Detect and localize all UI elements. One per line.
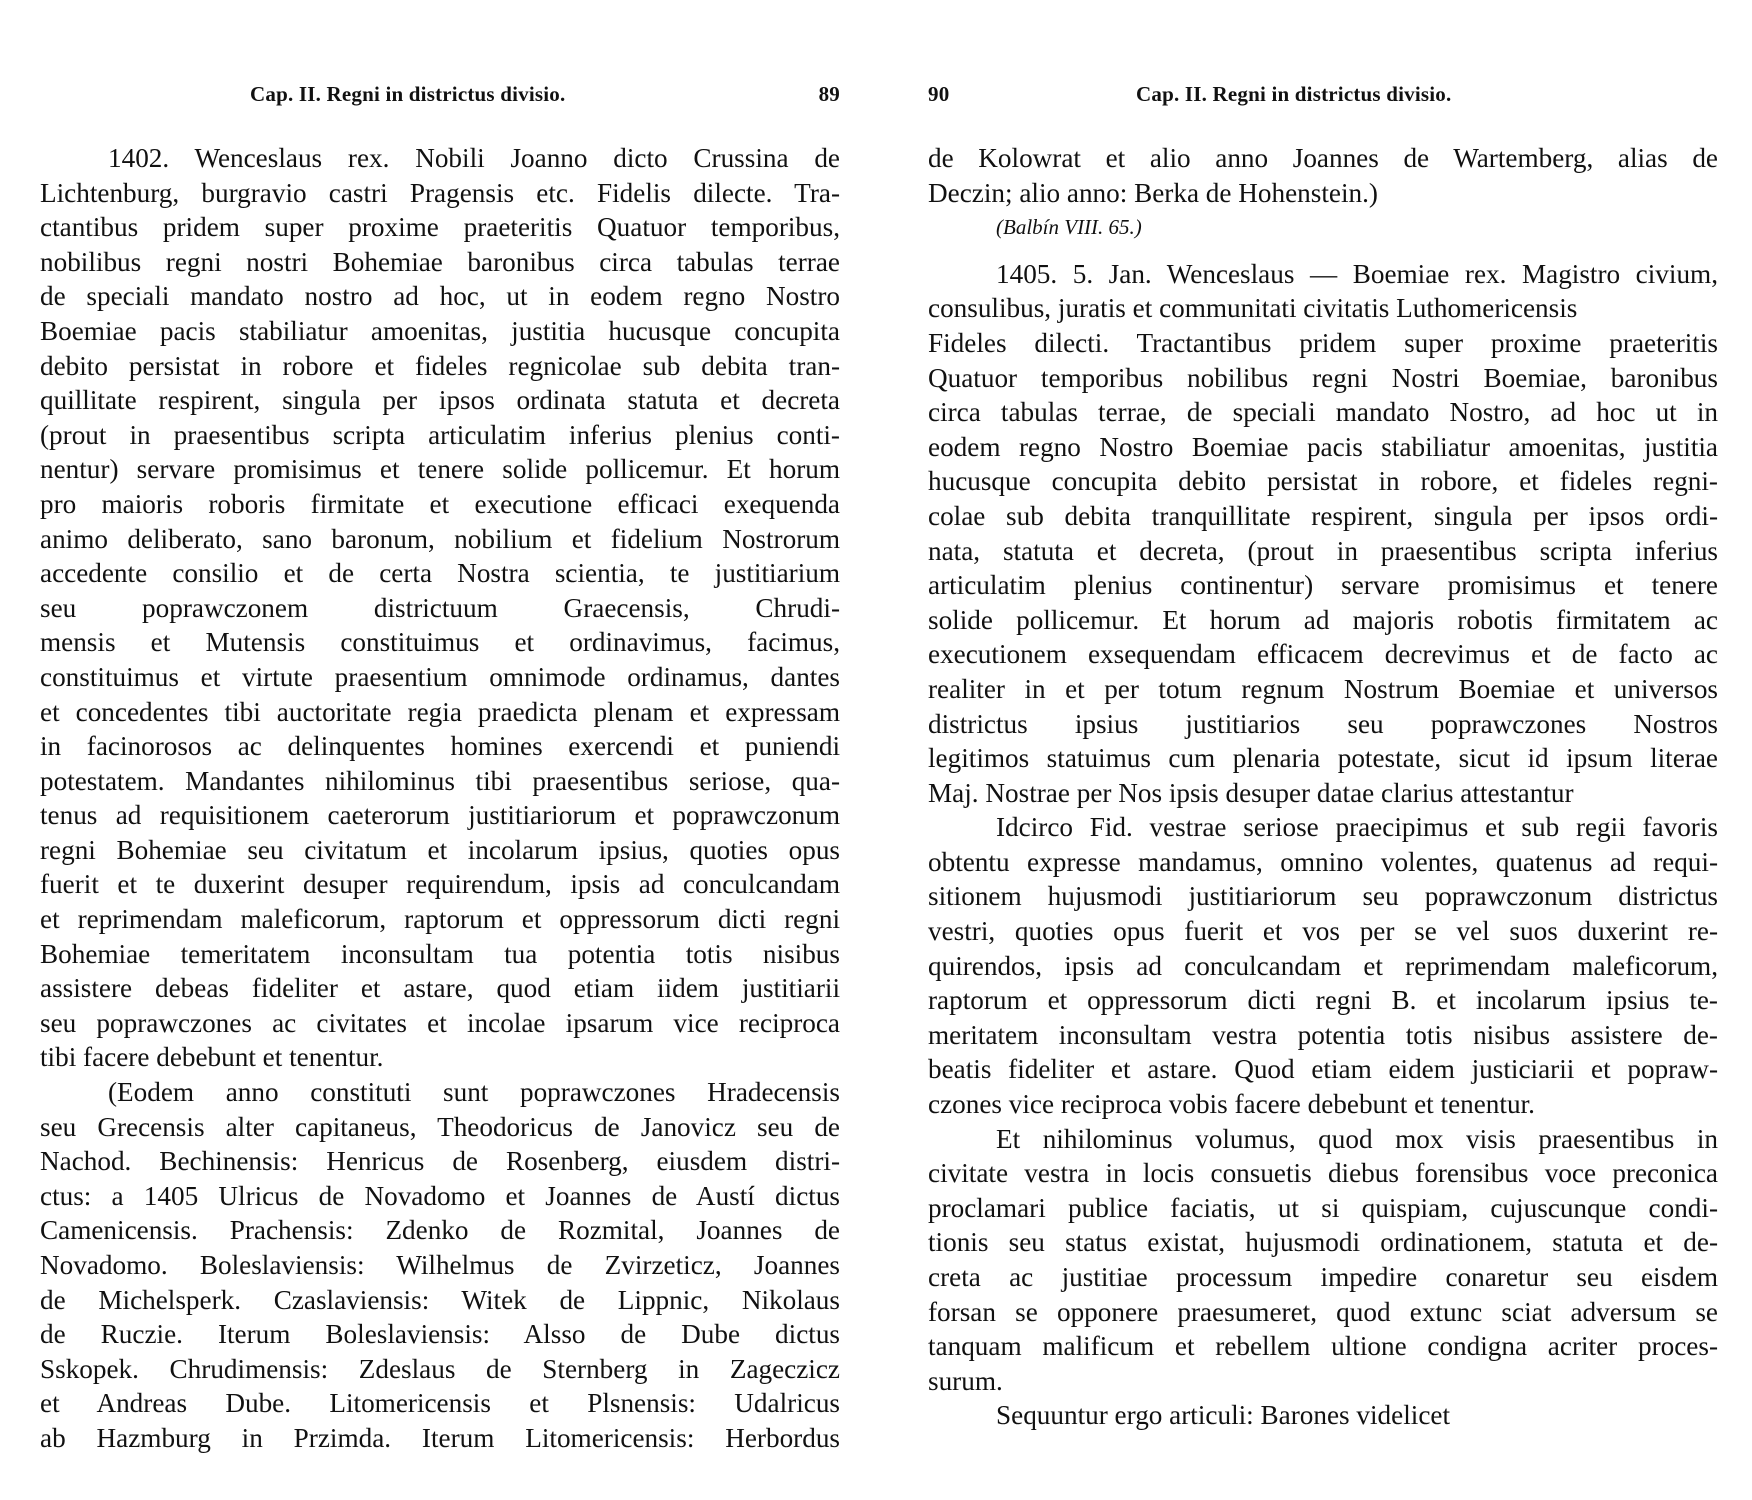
text-line: de Michelsperk. Czaslaviensis: Witek de Lippnic, Nikolaus (40, 1284, 840, 1315)
text-line: 1405. 5. Jan. Wenceslaus — Boemiae rex. Magistro civium, (996, 258, 1718, 289)
text-line: tionis seu status existat, hujusmodi ordinationem, statuta et de- (928, 1227, 1718, 1258)
text-line: vestri, quoties opus fuerit et vos per se vel suos duxerint re- (928, 916, 1718, 947)
left-page (40, 0, 840, 1500)
left-page-header (40, 82, 840, 112)
text-line: 1402. Wenceslaus rex. Nobili Joanno dicto Crussina de (108, 143, 840, 173)
text-line: Deczin; alio anno: Berka de Hohenstein.) (928, 177, 1378, 208)
text-line: Quatuor temporibus nobilibus regni Nostri Boemiae, baronibus (928, 362, 1718, 393)
paragraph-gap (928, 245, 1718, 257)
text-line: animo deliberato, sano baronum, nobilium et fidelium Nostrorum (40, 523, 840, 554)
text-line: eodem regno Nostro Boemiae pacis stabiliatur amoenitas, justitia (928, 431, 1718, 462)
text-line: solide pollicemur. Et horum ad majoris robotis firmitatem ac (928, 604, 1718, 635)
text-line: Bohemiae temeritatem inconsultam tua potentia totis nisibus (40, 938, 840, 969)
text-line: (prout in praesentibus scripta articulatim inferius plenius conti- (40, 419, 840, 450)
right-page (928, 0, 1718, 1500)
right-page-header (928, 82, 1718, 112)
text-line: consulibus, juratis et communitati civitatis Luthomericensis (928, 293, 1578, 324)
text-line: creta ac justitiae processum impedire conaretur seu eisdem (928, 1262, 1718, 1292)
text-line: realiter in et per totum regnum Nostrum Boemiae et universos (928, 673, 1718, 704)
text-line: seu poprawczones ac civitates et incolae ipsarum vice reciproca (40, 1007, 840, 1038)
text-line: (Eodem anno constituti sunt poprawczones Hradecensis (108, 1077, 840, 1108)
text-line: colae sub debita tranquillitate respirent, singula per ipsos ordi- (928, 500, 1718, 531)
text-line: quillitate respirent, singula per ipsos ordinata statuta et decreta (40, 385, 840, 416)
text-line: tenus ad requisitionem caeterorum justitiariorum et poprawczonum (40, 800, 840, 831)
text-line: nata, statuta et decreta, (prout in praesentibus scripta inferius (928, 535, 1718, 566)
text-line: hucusque concupita debito persistat in robore, et fideles regni- (928, 466, 1718, 497)
text-line: pro maioris roboris firmitate et executione efficaci exequenda (40, 488, 840, 519)
text-line: obtentu expresse mandamus, omnino volentes, quatenus ad requi- (928, 846, 1718, 877)
page-number: 90 (928, 82, 950, 106)
text-line: Novadomo. Boleslaviensis: Wilhelmus de Zvirzeticz, Joannes (40, 1250, 840, 1280)
text-line: forsan se opponere praesumeret, quod extunc sciat adversum se (928, 1296, 1718, 1327)
text-line: nobilibus regni nostri Bohemiae baronibus circa tabulas terrae (40, 246, 840, 277)
text-line: Idcirco Fid. vestrae seriose praecipimus et sub regii favoris (996, 812, 1718, 843)
text-line: raptorum et oppressorum dicti regni B. et incolarum ipsius te- (928, 985, 1718, 1016)
page-number: 89 (818, 82, 840, 106)
text-line: civitate vestra in locis consuetis diebus forensibus voce preconica (928, 1158, 1718, 1189)
text-line: articulatim plenius continentur) servare promisimus et tenere (928, 570, 1718, 601)
text-line: surum. (928, 1365, 1003, 1396)
running-title: Cap. II. Regni in districtus divisio. (1136, 82, 1452, 106)
text-line: Maj. Nostrae per Nos ipsis desuper datae clarius attestantur (928, 777, 1574, 808)
text-line: de speciali mandato nostro ad hoc, ut in eodem regno Nostro (40, 281, 840, 312)
text-line: meritatem inconsultam vestra potentia totis nisibus assistere de- (928, 1019, 1718, 1050)
text-line: de Kolowrat et alio anno Joannes de Wartemberg, alias de (928, 143, 1718, 173)
text-line: Sequuntur ergo articuli: Barones videlicet (996, 1400, 1451, 1431)
text-line: quirendos, ipsis ad conculcandam et reprimendam maleficorum, (928, 950, 1718, 981)
text-line: fuerit et te duxerint desuper requirendum, ipsis ad conculcandam (40, 869, 840, 900)
text-line: Sskopek. Chrudimensis: Zdeslaus de Sternberg in Zageczicz (40, 1353, 840, 1384)
text-line: legitimos statuimus cum plenaria potestate, sicut id ipsum literae (928, 743, 1718, 774)
text-line: proclamari publice faciatis, ut si quispiam, cujuscunque condi- (928, 1192, 1718, 1223)
text-line: nentur) servare promisimus et tenere solide pollicemur. Et horum (40, 454, 840, 485)
text-line: ab Hazmburg in Przimda. Iterum Litomericensis: Herbordus (40, 1422, 840, 1453)
text-line: circa tabulas terrae, de speciali mandato Nostro, ad hoc ut in (928, 397, 1718, 428)
text-line: Camenicensis. Prachensis: Zdenko de Rozmital, Joannes de (40, 1215, 840, 1246)
citation: (Balbín VIII. 65.) (996, 215, 1142, 240)
text-line: Et nihilominus volumus, quod mox visis praesentibus in (996, 1123, 1718, 1154)
text-line: de Ruczie. Iterum Boleslaviensis: Alsso de Dube dictus (40, 1319, 840, 1350)
text-line: et Andreas Dube. Litomericensis et Plsnensis: Udalricus (40, 1388, 840, 1419)
text-line: Nachod. Bechinensis: Henricus de Rosenberg, eiusdem distri- (40, 1146, 840, 1177)
text-line: assistere debeas fideliter et astare, quod etiam iidem justitiarii (40, 973, 840, 1004)
text-line: mensis et Mutensis constituimus et ordinavimus, facimus, (40, 627, 840, 658)
text-line: in facinorosos ac delinquentes homines exercendi et puniendi (40, 731, 840, 762)
text-line: debito persistat in robore et fideles regnicolae sub debita tran- (40, 350, 840, 381)
text-line: sitionem hujusmodi justitiariorum seu poprawczonum districtus (928, 881, 1718, 912)
text-line: ctus: a 1405 Ulricus de Novadomo et Joannes de Austí dictus (40, 1180, 840, 1211)
text-line: czones vice reciproca vobis facere debebunt et tenentur. (928, 1089, 1535, 1120)
text-line: ctantibus pridem super proxime praeteritis Quatuor temporibus, (40, 212, 840, 243)
text-line: accedente consilio et de certa Nostra scientia, te justitiarium (40, 558, 840, 589)
text-line: seu poprawczonem districtuum Graecensis, Chrudi- (40, 592, 840, 623)
running-title: Cap. II. Regni in districtus divisio. (250, 82, 566, 106)
text-line: executionem exsequendam efficacem decrevimus et de facto ac (928, 639, 1718, 670)
text-line: constituimus et virtute praesentium omnimode ordinamus, dantes (40, 661, 840, 692)
left-page-text (40, 141, 840, 1456)
text-line: beatis fideliter et astare. Quod etiam eidem justiciarii et popraw- (928, 1054, 1718, 1085)
text-line: tanquam malificum et rebellem ultione condigna acriter proces- (928, 1331, 1718, 1362)
text-line: Lichtenburg, burgravio castri Pragensis etc. Fidelis dilecte. Tra- (40, 177, 840, 208)
text-line: et concedentes tibi auctoritate regia praedicta plenam et expressam (40, 696, 840, 727)
text-line: Boemiae pacis stabiliatur amoenitas, justitia hucusque concupita (40, 315, 840, 346)
text-line: et reprimendam maleficorum, raptorum et oppressorum dicti regni (40, 904, 840, 935)
right-page-text (928, 141, 1718, 1433)
text-line: tibi facere debebunt et tenentur. (40, 1042, 384, 1073)
text-line: potestatem. Mandantes nihilominus tibi praesentibus seriose, qua- (40, 765, 840, 796)
text-line: districtus ipsius justitiarios seu poprawczones Nostros (928, 708, 1718, 739)
text-line: Fideles dilecti. Tractantibus pridem super proxime praeteritis (928, 327, 1718, 358)
text-line: regni Bohemiae seu civitatum et incolarum ipsius, quoties opus (40, 834, 840, 865)
text-line: seu Grecensis alter capitaneus, Theodoricus de Janovicz seu de (40, 1111, 840, 1142)
